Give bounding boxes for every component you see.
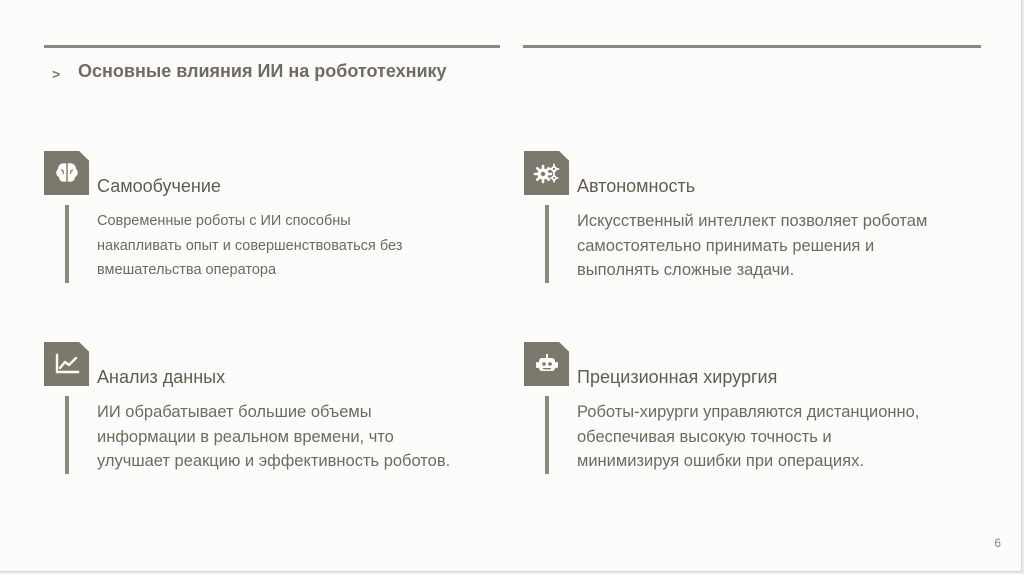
chart-line-icon	[44, 342, 89, 386]
page-title: Основные влияния ИИ на робототехнику	[78, 61, 447, 81]
card-accent-bar	[65, 396, 69, 474]
card-description-line: ИИ обрабатывает большие объемы	[97, 403, 372, 421]
card-description-line: информации в реальном времени, что	[97, 427, 394, 446]
card-description	[577, 209, 997, 283]
top-rule-right	[523, 45, 981, 48]
card-autonomy	[524, 151, 954, 291]
card-self-learning	[44, 151, 474, 291]
card-description-line: самостоятельно принимать решения и	[577, 236, 875, 255]
top-rule-left	[44, 45, 500, 48]
card-description	[97, 209, 517, 283]
brain-icon	[44, 151, 89, 195]
card-data-analysis	[44, 342, 474, 482]
card-description-line: вмешательства оператора	[97, 262, 277, 278]
card-title: Автономность	[577, 176, 696, 196]
card-description-line: обеспечивая высокую точность и	[577, 427, 832, 446]
header-chevron-icon: >	[52, 66, 61, 82]
card-description	[97, 400, 517, 474]
card-description-line: минимизируя ошибки при операциях.	[577, 452, 864, 470]
card-accent-bar	[545, 396, 549, 474]
card-description-line: накапливать опыт и совершенствоваться без	[97, 237, 403, 254]
card-description-line: выполнять сложные задачи.	[577, 261, 795, 279]
card-description-line: Искусственный интеллект позволяет роботам	[577, 212, 928, 230]
card-title: Анализ данных	[97, 367, 226, 387]
page-number: 6	[994, 536, 1001, 550]
robot-icon	[524, 342, 569, 386]
card-description-line: улучшает реакцию и эффективность роботов.	[97, 452, 451, 470]
card-description-line: Современные роботы с ИИ способны	[97, 213, 351, 229]
card-accent-bar	[545, 205, 549, 283]
card-description	[577, 400, 997, 474]
card-precision-surgery	[524, 342, 954, 482]
card-title: Прецизионная хирургия	[577, 367, 778, 387]
card-description-line: Роботы-хирурги управляются дистанционно,	[577, 403, 920, 421]
card-accent-bar	[65, 205, 69, 283]
gears-icon	[524, 151, 569, 195]
card-title: Самообучение	[97, 176, 221, 196]
